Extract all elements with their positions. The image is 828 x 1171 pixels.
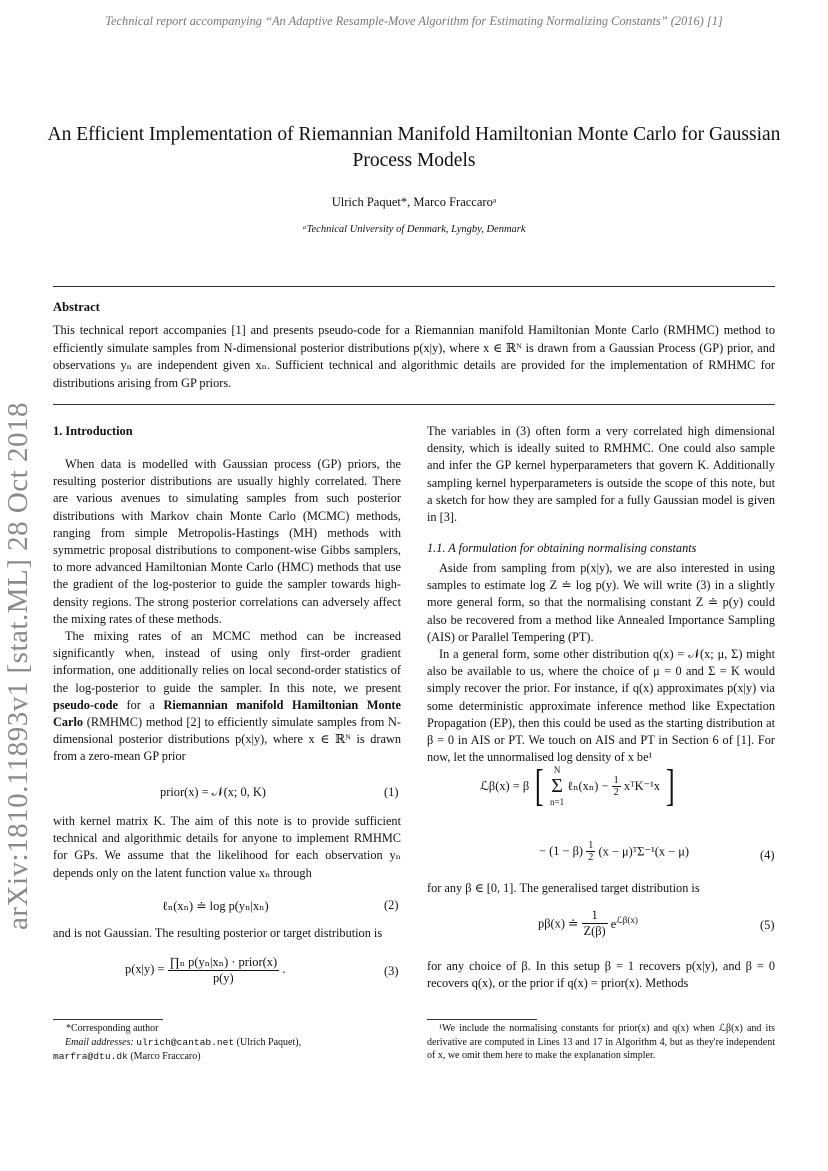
left-column-intro [53, 456, 401, 766]
right-paragraph-3: In a general form, some other distribution q(x) = 𝒩(x; μ, Σ) might also be available to us, where the choice of μ = 0 and Σ = K would simply recover the prior. For instance, if q(x) approximates p(x|y) via some deterministic approximate inference method like Expectation Propagation (EP), then this could be used as the starting distribution at β = 0 in AIS or PT. We touch on AIS and PT in Section 6 of [1]. For now, let the unnormalised log density of x be¹ [427, 647, 775, 765]
equation-2-number: (2) [384, 898, 399, 912]
abstract-bottom-rule [53, 404, 775, 405]
running-header: Technical report accompanying “An Adaptive Resample-Move Algorithm for Estimating Normalizing Constants” (2016) [1] [105, 14, 723, 28]
abstract-heading: Abstract [53, 300, 100, 314]
footnote-rule-right [427, 1019, 537, 1020]
equation-3: p(x|y) = $\frac{\text{∏ₙ p(yₙ|xₙ) · prior(x)}}{p(y)}$ . [125, 955, 286, 985]
affiliation: ᵃTechnical University of Denmark, Lyngby, Denmark [302, 224, 526, 235]
equation-2: ℓₙ(xₙ) ≐ log p(yₙ|xₙ) [162, 899, 269, 913]
right-paragraph-5: for any choice of β. In this setup β = 1 recovers p(x|y), and β = 0 recovers q(x), or the prior if q(x) = prior(x). Methods [427, 959, 775, 991]
authors: Ulrich Paquet*, Marco Fraccaroᵃ [331, 195, 497, 209]
right-paragraph-2: Aside from sampling from p(x|y), we are also interested in using samples to estimate log Z ≐ log p(y). We will write (3) in a slightly more general form, so that the normalising constant Z ≐ p(y) could also be recovered from a method like Annealed Importance Sampling (AIS) or Parallel Tempering (PT). [427, 561, 775, 644]
equation-4-number: (4) [760, 848, 775, 862]
footnote-1: ¹We include the normalising constants for prior(x) and q(x) when ℒβ(x) and its derivative are computed in Lines 13 and 17 in Algorithm 4, but as they're independent of x, we omit them here to make the explanation simpler. [427, 1023, 775, 1061]
paper-title: An Efficient Implementation of Riemannian Manifold Hamiltonian Monte Carlo for Gaussian Process Models [47, 124, 781, 171]
intro-paragraph-1: When data is modelled with Gaussian process (GP) priors, the resulting posterior distributions are usually highly correlated. There are various avenues to simulating samples from such posterior distributions with Markov chain Monte Carlo (MCMC) methods, ranging from simple Metropolis-Hastings (MH) methods with symmetric proposal distributions to component-wise Gibbs samplers, to more advanced Hamiltonian Monte Carlo (HMC) methods that use the gradient of the log-posterior to guide the sampler towards high-density regions. The strong posterior correlations can adversely affect the mixing rates of these methods. [53, 457, 401, 626]
intro-paragraph-4: and is not Gaussian. The resulting posterior or target distribution is [53, 926, 383, 940]
footnote-rule-left [53, 1019, 163, 1020]
right-paragraphs-2-3 [427, 560, 775, 766]
arxiv-stamp: arXiv:1810.11893v1 [stat.ML] 28 Oct 2018 [2, 402, 34, 930]
equation-5: pβ(x) ≐ $\frac{1}{Z(\beta)}$ $e^{ℒ\beta(x)}$ [538, 908, 638, 938]
footnote-corresponding-author: *Corresponding author [66, 1023, 159, 1034]
equation-1: prior(x) = 𝒩(x; 0, K) [160, 785, 266, 799]
footnote-email-addresses: Email addresses: ulrich@cantab.net (Ulrich Paquet), marfra@dtu.dk (Marco Fraccaro) [53, 1037, 302, 1062]
right-paragraph-4: for any β ∈ [0, 1]. The generalised target distribution is [427, 881, 700, 895]
right-paragraph-1: The variables in (3) often form a very correlated high dimensional density, which is ideally suited to RMHMC. One could also sample and infer the GP kernel hyperparameters that govern K. Additionally sampling kernel hyperparameters is outside the scope of this note, but a sketch for how they are sampled for a fully Gaussian model is given in [3]. [427, 424, 775, 525]
equation-1-number: (1) [384, 785, 399, 799]
subsection-heading: 1.1. A formulation for obtaining normalising constants [427, 541, 697, 555]
abstract-top-rule [53, 286, 775, 287]
section-heading-introduction: 1. Introduction [53, 424, 133, 438]
equation-4-line-1: ℒβ(x) = β [ N Σ n=1 ℓₙ(xₙ) − $\frac{1}{2}$ xᵀK⁻¹x ] [480, 761, 675, 810]
intro-paragraph-2: The mixing rates of an MCMC method can be increased significantly when, instead of using only first-order gradient information, one additionally relies on local second-order statistics of the log-posterior to guide the sampler. In this note, we present pseudo-code for a Riemannian manifold Hamiltonian Monte Carlo (RMHMC) method [2] to efficiently simulate samples from N-dimensional posterior distributions p(x|y), where x ∈ ℝᴺ is drawn from a zero-mean GP prior [53, 629, 401, 764]
abstract-text: This technical report accompanies [1] and presents pseudo-code for a Riemannian manifold Hamiltonian Monte Carlo (RMHMC) method to efficiently simulate samples from N-dimensional posterior distributions p(x|y), where x ∈ ℝᴺ is drawn from a Gaussian Process (GP) prior, and observations yₙ are independent given xₙ. Sufficient technical and algorithmic details are provided for the implementation of RMHMC for distributions arising from GP priors. [53, 323, 775, 391]
equation-3-number: (3) [384, 964, 399, 978]
intro-paragraph-3: with kernel matrix K. The aim of this note is to provide sufficient technical and algorithmic details for anyone to implement RMHMC for GPs. We assume that the likelihood for each observation yₙ depends only on the latent function value xₙ through [53, 814, 401, 880]
equation-5-number: (5) [760, 918, 775, 932]
equation-4-line-2: − (1 − β) $\frac{1}{2}$ (x − μ)ᵀΣ⁻¹(x − μ) [539, 840, 690, 863]
